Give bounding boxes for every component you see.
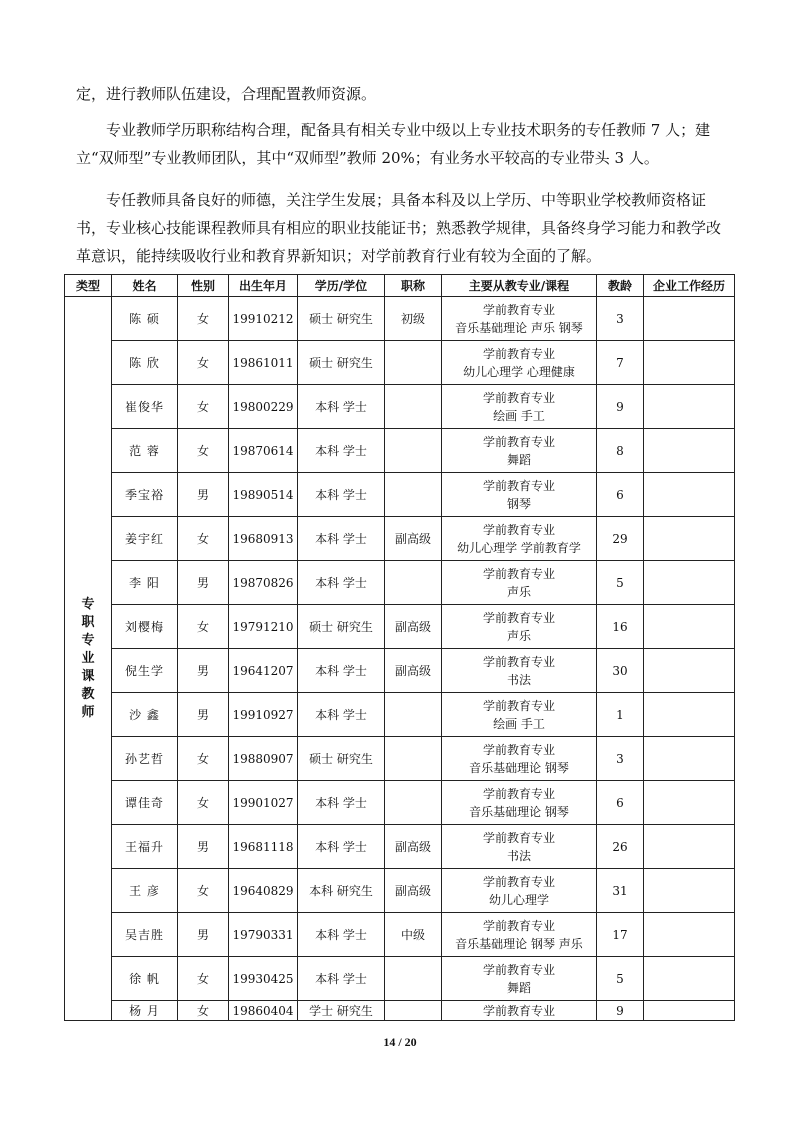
cell-years: 1 <box>597 693 644 737</box>
major-line: 学前教育专业 <box>482 962 555 977</box>
cell-gender: 女 <box>178 781 229 825</box>
cell-title: 初级 <box>385 297 442 341</box>
cell-enterprise <box>644 737 735 781</box>
cell-education: 硕士 研究生 <box>298 605 385 649</box>
cell-name: 刘樱梅 <box>112 605 178 649</box>
cell-name: 王福升 <box>112 825 178 869</box>
table-row <box>65 693 735 737</box>
cell-name: 谭佳奇 <box>112 781 178 825</box>
courses-line: 音乐基础理论 钢琴 <box>469 760 569 775</box>
cell-birth: 19910927 <box>229 693 298 737</box>
table-row <box>65 957 735 1001</box>
cell-birth: 19880907 <box>229 737 298 781</box>
cell-name: 李 阳 <box>112 561 178 605</box>
cell-gender: 女 <box>178 1001 229 1021</box>
cell-major <box>442 517 597 561</box>
cell-title <box>385 693 442 737</box>
major-line: 学前教育专业 <box>482 434 555 449</box>
cell-major <box>442 341 597 385</box>
table-row <box>65 385 735 429</box>
cell-enterprise <box>644 1001 735 1021</box>
table-row <box>65 737 735 781</box>
courses-line: 舞蹈 <box>506 980 531 995</box>
cell-enterprise <box>644 781 735 825</box>
cell-birth: 19680913 <box>229 517 298 561</box>
courses-line: 幼儿心理学 学前教育学 <box>457 540 581 555</box>
cell-gender: 女 <box>178 605 229 649</box>
cell-name: 徐 帆 <box>112 957 178 1001</box>
major-line: 学前教育专业 <box>482 698 555 713</box>
cell-years: 3 <box>597 297 644 341</box>
cell-name: 季宝裕 <box>112 473 178 517</box>
cell-major <box>442 605 597 649</box>
cell-education: 本科 学士 <box>298 561 385 605</box>
table-row <box>65 869 735 913</box>
cell-enterprise <box>644 297 735 341</box>
cell-gender: 男 <box>178 473 229 517</box>
cell-birth: 19861011 <box>229 341 298 385</box>
cell-enterprise <box>644 561 735 605</box>
major-line: 学前教育专业 <box>482 1003 555 1018</box>
cell-title: 副高级 <box>385 649 442 693</box>
cell-birth: 19790331 <box>229 913 298 957</box>
teacher-table <box>64 274 735 1021</box>
courses-line: 声乐 <box>506 584 531 599</box>
cell-enterprise <box>644 385 735 429</box>
cell-title <box>385 1001 442 1021</box>
cell-major <box>442 781 597 825</box>
cell-birth: 19910212 <box>229 297 298 341</box>
cell-name: 吴吉胜 <box>112 913 178 957</box>
courses-line: 幼儿心理学 <box>488 892 549 907</box>
paragraph-2: 专业教师学历职称结构合理，配备具有相关专业中级以上专业技术职务的专任教师 7 人；建立“双师型”专业教师团队，其中“双师型”教师 20%；有业务水平较高的专业带头 3 人。 <box>76 121 711 167</box>
cell-education: 本科 学士 <box>298 473 385 517</box>
cell-birth: 19901027 <box>229 781 298 825</box>
header-type: 类型 <box>65 275 112 297</box>
header-gender: 性别 <box>178 275 229 297</box>
cell-major <box>442 473 597 517</box>
cell-title <box>385 341 442 385</box>
cell-years: 3 <box>597 737 644 781</box>
cell-title <box>385 781 442 825</box>
cell-enterprise <box>644 825 735 869</box>
cell-gender: 女 <box>178 297 229 341</box>
cell-gender: 男 <box>178 913 229 957</box>
table-row <box>65 825 735 869</box>
cell-years: 8 <box>597 429 644 473</box>
table-row <box>65 429 735 473</box>
cell-major <box>442 957 597 1001</box>
cell-title <box>385 385 442 429</box>
cell-major <box>442 561 597 605</box>
header-birth: 出生年月 <box>229 275 298 297</box>
major-line: 学前教育专业 <box>482 566 555 581</box>
cell-major <box>442 869 597 913</box>
header-title: 职称 <box>385 275 442 297</box>
table-row <box>65 649 735 693</box>
cell-major <box>442 693 597 737</box>
table-row <box>65 297 735 341</box>
cell-years: 7 <box>597 341 644 385</box>
header-enterprise: 企业工作经历 <box>644 275 735 297</box>
cell-gender: 女 <box>178 869 229 913</box>
cell-enterprise <box>644 913 735 957</box>
cell-education: 学士 研究生 <box>298 1001 385 1021</box>
cell-birth: 19860404 <box>229 1001 298 1021</box>
cell-education: 本科 学士 <box>298 825 385 869</box>
major-line: 学前教育专业 <box>482 742 555 757</box>
cell-gender: 女 <box>178 429 229 473</box>
cell-title: 副高级 <box>385 517 442 561</box>
cell-years: 9 <box>597 1001 644 1021</box>
major-line: 学前教育专业 <box>482 478 555 493</box>
courses-line: 钢琴 <box>506 496 531 511</box>
cell-years: 30 <box>597 649 644 693</box>
cell-name: 王 彦 <box>112 869 178 913</box>
cell-title: 副高级 <box>385 869 442 913</box>
cell-major <box>442 825 597 869</box>
cell-title: 副高级 <box>385 605 442 649</box>
courses-line: 音乐基础理论 钢琴 声乐 <box>455 936 583 951</box>
cell-birth: 19641207 <box>229 649 298 693</box>
cell-years: 6 <box>597 473 644 517</box>
header-years: 教龄 <box>597 275 644 297</box>
cell-birth: 19681118 <box>229 825 298 869</box>
cell-major <box>442 297 597 341</box>
cell-major <box>442 1001 597 1021</box>
cell-name: 孙艺哲 <box>112 737 178 781</box>
cell-education: 硕士 研究生 <box>298 341 385 385</box>
cell-gender: 女 <box>178 957 229 1001</box>
cell-education: 本科 学士 <box>298 517 385 561</box>
cell-education: 硕士 研究生 <box>298 737 385 781</box>
cell-enterprise <box>644 429 735 473</box>
cell-years: 26 <box>597 825 644 869</box>
cell-title: 中级 <box>385 913 442 957</box>
cell-birth: 19890514 <box>229 473 298 517</box>
cell-title <box>385 429 442 473</box>
cell-years: 31 <box>597 869 644 913</box>
type-label: 专职专业课教师 <box>81 596 95 720</box>
cell-gender: 女 <box>178 385 229 429</box>
cell-enterprise <box>644 957 735 1001</box>
cell-gender: 女 <box>178 737 229 781</box>
cell-education: 本科 学士 <box>298 429 385 473</box>
cell-gender: 男 <box>178 825 229 869</box>
courses-line: 绘画 手工 <box>493 716 545 731</box>
cell-years: 9 <box>597 385 644 429</box>
cell-name: 陈 欣 <box>112 341 178 385</box>
major-line: 学前教育专业 <box>482 874 555 889</box>
cell-enterprise <box>644 473 735 517</box>
major-line: 学前教育专业 <box>482 610 555 625</box>
table-row <box>65 913 735 957</box>
cell-title <box>385 957 442 1001</box>
cell-major <box>442 429 597 473</box>
table-row <box>65 781 735 825</box>
table-row <box>65 1001 735 1021</box>
cell-enterprise <box>644 869 735 913</box>
cell-education: 本科 学士 <box>298 913 385 957</box>
header-education: 学历/学位 <box>298 275 385 297</box>
cell-title <box>385 473 442 517</box>
cell-years: 5 <box>597 561 644 605</box>
cell-major <box>442 737 597 781</box>
courses-line: 声乐 <box>506 628 531 643</box>
major-line: 学前教育专业 <box>482 390 555 405</box>
cell-birth: 19791210 <box>229 605 298 649</box>
cell-title <box>385 561 442 605</box>
courses-line: 音乐基础理论 钢琴 <box>469 804 569 819</box>
courses-line: 书法 <box>506 672 531 687</box>
table-row <box>65 517 735 561</box>
cell-name: 沙 鑫 <box>112 693 178 737</box>
paragraph-1: 定，进行教师队伍建设，合理配置教师资源。 <box>76 85 377 103</box>
cell-years: 17 <box>597 913 644 957</box>
cell-name: 姜宇红 <box>112 517 178 561</box>
cell-birth: 19870614 <box>229 429 298 473</box>
table-row <box>65 473 735 517</box>
cell-years: 16 <box>597 605 644 649</box>
cell-enterprise <box>644 693 735 737</box>
table-row <box>65 561 735 605</box>
table-row <box>65 605 735 649</box>
table-row <box>65 341 735 385</box>
major-line: 学前教育专业 <box>482 346 555 361</box>
cell-education: 本科 学士 <box>298 693 385 737</box>
major-line: 学前教育专业 <box>482 654 555 669</box>
cell-education: 本科 学士 <box>298 649 385 693</box>
cell-gender: 男 <box>178 649 229 693</box>
cell-major <box>442 649 597 693</box>
major-line: 学前教育专业 <box>482 786 555 801</box>
table-header-row <box>65 275 735 297</box>
cell-education: 本科 学士 <box>298 957 385 1001</box>
major-line: 学前教育专业 <box>482 522 555 537</box>
header-major: 主要从教专业/课程 <box>442 275 597 297</box>
cell-gender: 男 <box>178 561 229 605</box>
cell-gender: 女 <box>178 341 229 385</box>
page-number: 14 / 20 <box>383 1035 417 1049</box>
courses-line: 舞蹈 <box>506 452 531 467</box>
cell-gender: 女 <box>178 517 229 561</box>
cell-birth: 19870826 <box>229 561 298 605</box>
cell-enterprise <box>644 605 735 649</box>
cell-birth: 19640829 <box>229 869 298 913</box>
courses-line: 幼儿心理学 心理健康 <box>463 364 575 379</box>
cell-name: 范 蓉 <box>112 429 178 473</box>
cell-enterprise <box>644 341 735 385</box>
courses-line: 绘画 手工 <box>493 408 545 423</box>
cell-education: 本科 学士 <box>298 385 385 429</box>
courses-line: 书法 <box>506 848 531 863</box>
cell-education: 本科 学士 <box>298 781 385 825</box>
cell-title: 副高级 <box>385 825 442 869</box>
major-line: 学前教育专业 <box>482 918 555 933</box>
type-cell <box>65 297 112 1021</box>
cell-years: 29 <box>597 517 644 561</box>
cell-title <box>385 737 442 781</box>
cell-years: 5 <box>597 957 644 1001</box>
cell-birth: 19800229 <box>229 385 298 429</box>
cell-enterprise <box>644 649 735 693</box>
paragraph-3: 专任教师具备良好的师德，关注学生发展；具备本科及以上学历、中等职业学校教师资格证书，专业核心技能课程教师具有相应的职业技能证书；熟悉教学规律，具备终身学习能力和教学改革意识，能持续吸收行业和教育界新知识；对学前教育行业有较为全面的了解。 <box>76 191 722 265</box>
cell-enterprise <box>644 517 735 561</box>
cell-name: 崔俊华 <box>112 385 178 429</box>
cell-major <box>442 385 597 429</box>
header-name: 姓名 <box>112 275 178 297</box>
cell-birth: 19930425 <box>229 957 298 1001</box>
major-line: 学前教育专业 <box>482 302 555 317</box>
cell-gender: 男 <box>178 693 229 737</box>
cell-major <box>442 913 597 957</box>
cell-years: 6 <box>597 781 644 825</box>
courses-line: 音乐基础理论 声乐 钢琴 <box>455 320 583 335</box>
cell-name: 杨 月 <box>112 1001 178 1021</box>
major-line: 学前教育专业 <box>482 830 555 845</box>
cell-education: 硕士 研究生 <box>298 297 385 341</box>
cell-name: 陈 硕 <box>112 297 178 341</box>
cell-education: 本科 研究生 <box>298 869 385 913</box>
cell-name: 倪生学 <box>112 649 178 693</box>
